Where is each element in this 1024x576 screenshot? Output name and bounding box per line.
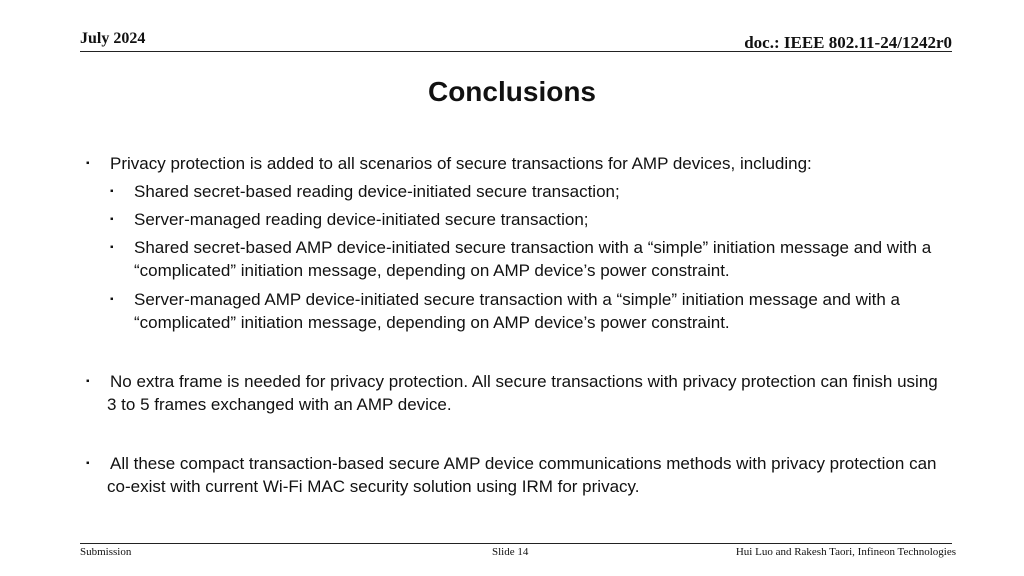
footer-divider bbox=[80, 543, 952, 544]
bullet-marker: ▪ bbox=[86, 158, 90, 169]
bullet-marker: ▪ bbox=[110, 186, 114, 197]
sub-bullet-item bbox=[110, 180, 946, 203]
bullet-item bbox=[86, 370, 946, 416]
bullet-marker: ▪ bbox=[110, 214, 114, 225]
bullet-marker: ▪ bbox=[110, 242, 114, 253]
footer-submission: Submission bbox=[80, 546, 132, 558]
bullet-item bbox=[86, 452, 946, 498]
bullet-text: No extra frame is needed for privacy protection. All secure transactions with privacy protection can finish using 3 to 5 frames exchanged with an AMP device. bbox=[107, 372, 938, 414]
bullet-text: Privacy protection is added to all scenarios of secure transactions for AMP devices, including: bbox=[110, 154, 812, 173]
bullet-text: Shared secret-based reading device-initiated secure transaction; bbox=[134, 182, 620, 201]
slide-title: Conclusions bbox=[427, 76, 596, 107]
footer-slide-number: Slide 14 bbox=[492, 546, 529, 558]
bullet-text: Shared secret-based AMP device-initiated secure transaction with a “simple” initiation message and with a “complicated” initiation message, depending on AMP device’s power constraint. bbox=[134, 238, 932, 280]
bullet-text: Server-managed reading device-initiated secure transaction; bbox=[134, 210, 589, 229]
header-date: July 2024 bbox=[80, 30, 146, 47]
bullet-marker: ▪ bbox=[110, 294, 114, 305]
header-doc-id: doc.: IEEE 802.11-24/1242r0 bbox=[744, 33, 952, 52]
bullet-marker: ▪ bbox=[86, 376, 90, 387]
bullet-item bbox=[86, 152, 946, 175]
header-divider bbox=[80, 51, 952, 52]
sub-bullet-item bbox=[110, 288, 946, 334]
sub-bullet-item bbox=[110, 236, 946, 282]
bullet-marker: ▪ bbox=[86, 458, 90, 469]
bullet-text: Server-managed AMP device-initiated secure transaction with a “simple” initiation message and with a “complicated” initiation message, depending on AMP device’s power constraint. bbox=[134, 290, 901, 332]
footer-authors: Hui Luo and Rakesh Taori, Infineon Technologies bbox=[735, 546, 956, 558]
bullet-text: All these compact transaction-based secure AMP device communications methods with privacy protection can co-exist with current Wi-Fi MAC security solution using IRM for privacy. bbox=[107, 454, 937, 496]
sub-bullet-item bbox=[110, 208, 946, 231]
